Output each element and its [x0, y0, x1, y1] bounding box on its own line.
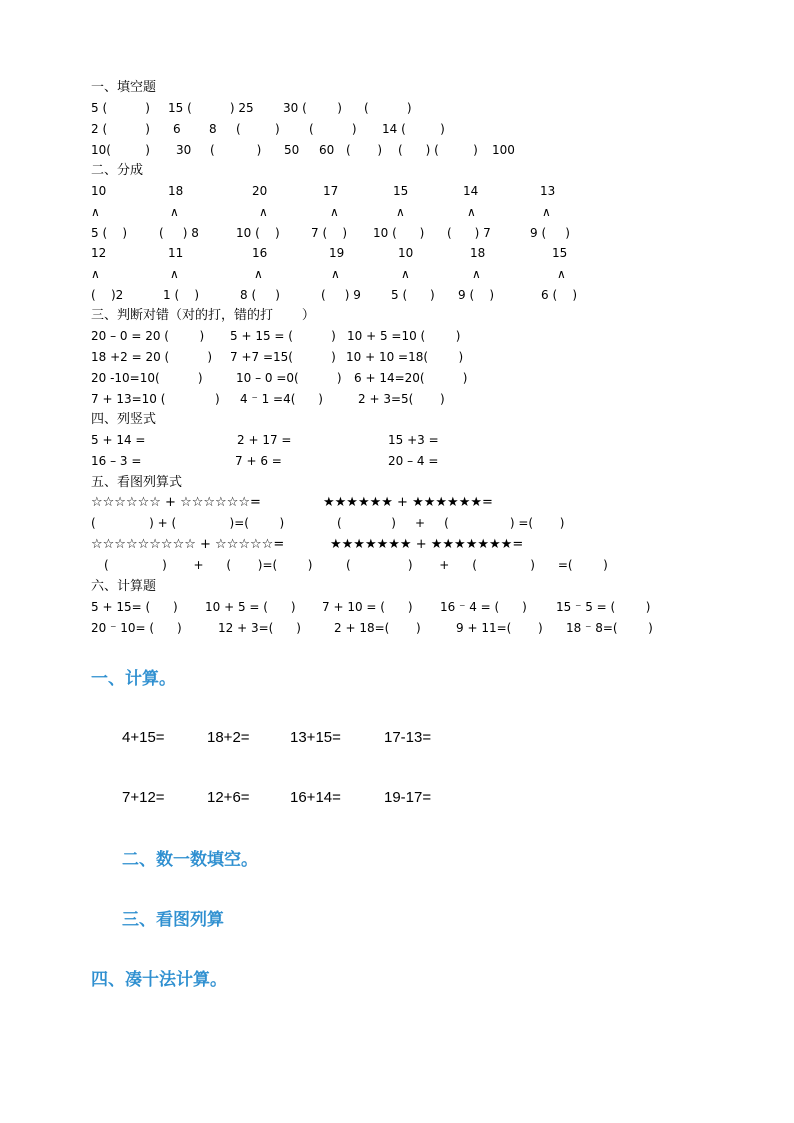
judge-item: 6 + 14=20( )	[354, 371, 468, 385]
split-number: 11	[168, 246, 184, 260]
part2-heading-picture: 三、看图列算	[122, 910, 224, 930]
calc-item: 10 + 5 = ( )	[205, 600, 296, 614]
section-5-heading-line	[0, 472, 794, 493]
split-number: 15	[552, 246, 568, 260]
split-blank: 10 ( )	[373, 226, 425, 240]
hollow-star-icons: ☆☆☆☆☆☆ + ☆☆☆☆☆☆=	[91, 495, 261, 510]
split-blank: 9 ( )	[458, 288, 495, 302]
fill-blank-item: 100	[492, 143, 515, 157]
split-number: 18	[470, 246, 486, 260]
section-2-heading: 二、分成	[91, 163, 144, 178]
fill-blank-item: ( )	[364, 101, 412, 115]
split-blank: 6 ( )	[541, 288, 578, 302]
section-2-heading-line	[0, 160, 794, 181]
section-1-heading: 一、填空题	[91, 80, 157, 95]
split-mark: ∧	[330, 205, 339, 219]
judge-item: 7 +7 =15( )	[230, 350, 336, 364]
split-mark: ∧	[401, 267, 410, 281]
fill-blank-item: 6	[173, 122, 181, 136]
vertical-calc-line-2	[0, 451, 794, 472]
split-row-2-bottoms	[0, 285, 794, 306]
fill-blank-item: 60	[319, 143, 335, 157]
picture-row-2	[0, 534, 794, 555]
fill-blank-item: 30	[176, 143, 192, 157]
split-number: 17	[323, 184, 339, 198]
vertical-calc-item: 2 + 17 =	[237, 433, 292, 447]
split-number: 18	[168, 184, 184, 198]
part2-calc-item: 17-13=	[384, 729, 432, 746]
fill-blank-item: 14 ( )	[382, 122, 445, 136]
split-blank: 5 ( )	[391, 288, 435, 302]
split-mark: ∧	[542, 205, 551, 219]
split-number: 12	[91, 246, 107, 260]
picture-answer: ( ) + ( )=( )	[104, 558, 313, 572]
fill-blank-line-2	[0, 119, 794, 140]
fill-blank-item: 8	[209, 122, 217, 136]
split-number: 10	[398, 246, 414, 260]
calc-item: 12 + 3=( )	[218, 621, 301, 635]
calc-item: 16 ⁻ 4 = ( )	[440, 600, 527, 614]
split-number: 10	[91, 184, 107, 198]
fill-blank-line-1	[0, 98, 794, 119]
split-mark: ∧	[331, 267, 340, 281]
judge-item: 10 + 10 =18( )	[346, 350, 464, 364]
fill-blank-item: 50	[284, 143, 300, 157]
split-mark: ∧	[91, 267, 100, 281]
fill-blank-item: 15 ( ) 25	[168, 101, 254, 115]
part2-heading-count: 二、数一数填空。	[122, 850, 258, 870]
calc-item: 7 + 10 = ( )	[322, 600, 413, 614]
calc-item: 18 ⁻ 8=( )	[566, 621, 653, 635]
split-blank: ( )2	[91, 288, 124, 302]
fill-blank-item: ( )	[236, 122, 280, 136]
calc-line-2	[0, 618, 794, 639]
split-row-1-marks	[0, 202, 794, 223]
split-mark: ∧	[91, 205, 100, 219]
split-mark: ∧	[467, 205, 476, 219]
calc-item: 15 ⁻ 5 = ( )	[556, 600, 651, 614]
split-blank: 7 ( )	[311, 226, 348, 240]
judge-line-2	[0, 347, 794, 368]
split-blank: 5 ( )	[91, 226, 128, 240]
fill-blank-item: 5 ( )	[91, 101, 150, 115]
fill-blank-item: ( )	[210, 143, 262, 157]
vertical-calc-item: 5 + 14 =	[91, 433, 146, 447]
judge-line-3	[0, 368, 794, 389]
section-6-heading: 六、计算题	[91, 579, 157, 594]
section-5-heading: 五、看图列算式	[91, 475, 183, 490]
solid-star-icons: ★★★★★★★ + ★★★★★★★=	[330, 537, 524, 552]
vertical-calc-line-1	[0, 430, 794, 451]
fill-blank-item: ( )	[346, 143, 383, 157]
split-mark: ∧	[259, 205, 268, 219]
split-row-1-bottoms	[0, 223, 794, 244]
picture-answer: ( ) + ( ) =( )	[346, 558, 608, 572]
split-mark: ∧	[170, 267, 179, 281]
calc-item: 9 + 11=( )	[456, 621, 543, 635]
picture-row-1	[0, 492, 794, 513]
part2-heading-make-ten: 四、凑十法计算。	[91, 970, 227, 990]
solid-star-icons: ★★★★★★ + ★★★★★★=	[323, 495, 493, 510]
split-blank: ( ) 8	[159, 226, 199, 240]
split-mark: ∧	[557, 267, 566, 281]
split-mark: ∧	[170, 205, 179, 219]
section-4-heading-line	[0, 409, 794, 430]
part2-heading-calc: 一、计算。	[91, 669, 176, 689]
vertical-calc-item: 7 + 6 =	[235, 454, 282, 468]
judge-item: 4 ⁻ 1 =4( )	[240, 392, 323, 406]
calc-line-1	[0, 597, 794, 618]
picture-answer-row-2	[0, 555, 794, 576]
part2-calc-item: 16+14=	[290, 789, 341, 806]
split-blank: ( ) 9	[321, 288, 361, 302]
section-3-heading: 三、判断对错（对的打，错的打 ）	[91, 308, 315, 323]
fill-blank-item: ( ) ( )	[398, 143, 478, 157]
section-4-heading: 四、列竖式	[91, 412, 157, 427]
part2-calc-item: 19-17=	[384, 789, 432, 806]
part2-calc-item: 7+12=	[122, 789, 165, 806]
fill-blank-item: ( )	[309, 122, 357, 136]
judge-item: 5 + 15 = ( )	[230, 329, 336, 343]
calc-item: 20 ⁻ 10= ( )	[91, 621, 182, 635]
judge-item: 20 -10=10( )	[91, 371, 203, 385]
judge-item: 2 + 3=5( )	[358, 392, 445, 406]
vertical-calc-item: 15 +3 =	[388, 433, 439, 447]
part2-calc-item: 4+15=	[122, 729, 165, 746]
split-row-1-tops	[0, 181, 794, 202]
judge-item: 18 +2 = 20 ( )	[91, 350, 213, 364]
judge-item: 20 – 0 = 20 ( )	[91, 329, 205, 343]
split-number: 20	[252, 184, 268, 198]
judge-line-4	[0, 389, 794, 410]
section-6-heading-line	[0, 576, 794, 597]
section-3-heading-line	[0, 305, 794, 326]
fill-blank-item: 30 ( )	[283, 101, 342, 115]
judge-item: 10 + 5 =10 ( )	[347, 329, 461, 343]
split-blank: 9 ( )	[530, 226, 570, 240]
split-blank: ( ) 7	[447, 226, 491, 240]
picture-answer: ( ) + ( ) =( )	[337, 516, 565, 530]
section-1-heading-line	[0, 77, 794, 98]
split-number: 14	[463, 184, 479, 198]
part2-calc-item: 13+15=	[290, 729, 341, 746]
fill-blank-item: 2 ( )	[91, 122, 150, 136]
vertical-calc-item: 16 – 3 =	[91, 454, 142, 468]
calc-item: 5 + 15= ( )	[91, 600, 178, 614]
split-row-2-tops	[0, 243, 794, 264]
split-number: 16	[252, 246, 268, 260]
judge-line-1	[0, 326, 794, 347]
split-blank: 8 ( )	[240, 288, 280, 302]
picture-answer-row-1	[0, 513, 794, 534]
split-blank: 1 ( )	[163, 288, 200, 302]
fill-blank-line-3	[0, 140, 794, 161]
vertical-calc-item: 20 – 4 =	[388, 454, 439, 468]
picture-answer: ( ) + ( )=( )	[91, 516, 285, 530]
fill-blank-item: 10( )	[91, 143, 150, 157]
split-mark: ∧	[472, 267, 481, 281]
judge-item: 10 – 0 =0( )	[236, 371, 342, 385]
hollow-star-icons: ☆☆☆☆☆☆☆☆☆ + ☆☆☆☆☆=	[91, 537, 285, 552]
split-number: 13	[540, 184, 556, 198]
split-mark: ∧	[254, 267, 263, 281]
split-mark: ∧	[396, 205, 405, 219]
part2-calc-item: 18+2=	[207, 729, 250, 746]
calc-item: 2 + 18=( )	[334, 621, 421, 635]
part2-calc-item: 12+6=	[207, 789, 250, 806]
split-number: 15	[393, 184, 409, 198]
split-blank: 10 ( )	[236, 226, 280, 240]
split-row-2-marks	[0, 264, 794, 285]
judge-item: 7 + 13=10 ( )	[91, 392, 220, 406]
split-number: 19	[329, 246, 345, 260]
